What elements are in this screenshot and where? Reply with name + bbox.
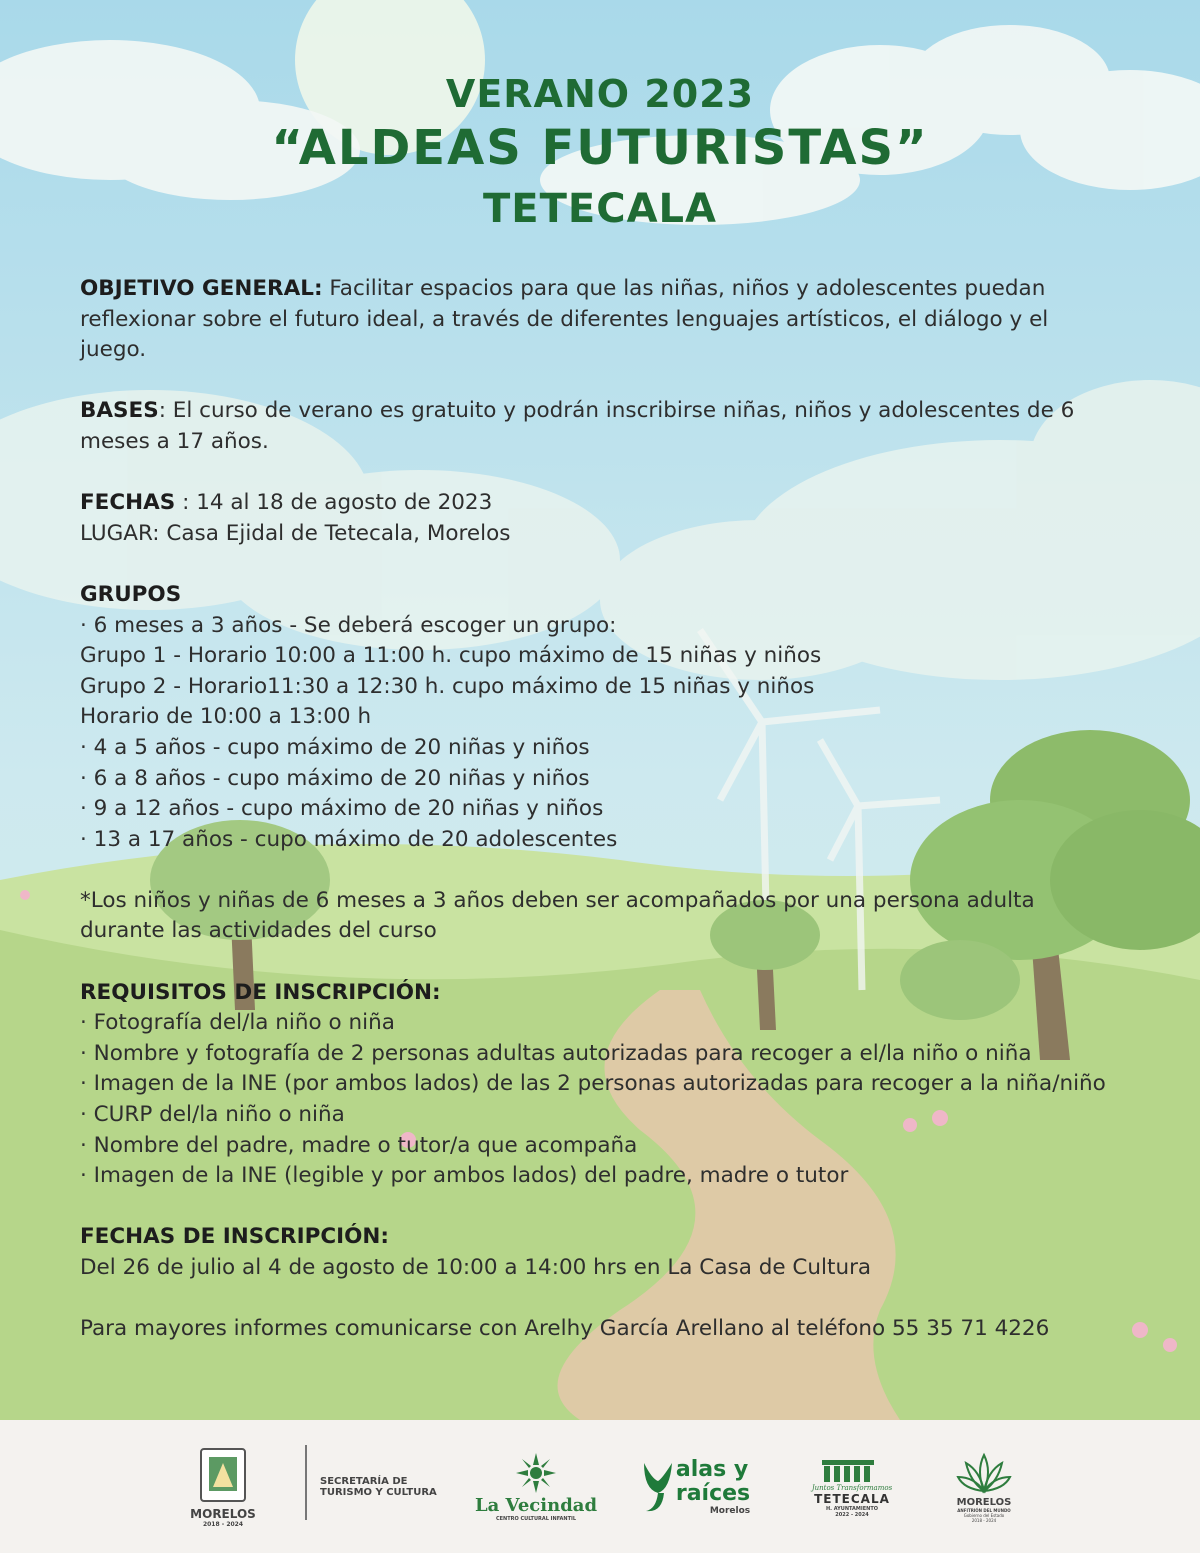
fechas-text: : 14 al 18 de agosto de 2023 xyxy=(175,490,493,516)
alas-sub: Morelos xyxy=(709,1506,751,1516)
flyer-body xyxy=(80,274,1120,1345)
title-year: VERANO 2023 xyxy=(445,72,755,116)
secretaria-line1: SECRETARÍA DE xyxy=(320,1476,408,1487)
grupos-label: GRUPOS xyxy=(80,581,182,607)
tetecala-logo xyxy=(790,1432,914,1542)
morelos-logo-name: MORELOS xyxy=(190,1506,256,1521)
grupos-line: · 13 a 17 años - cupo máximo de 20 adolescentes xyxy=(80,826,618,852)
lotus-icon xyxy=(956,1451,1012,1497)
morelos-anfitrion-logo xyxy=(942,1432,1026,1542)
requisito-item: · Imagen de la INE (legible y por ambos lados) del padre, madre o tutor xyxy=(80,1163,849,1189)
morelos-crest-logo xyxy=(180,1432,266,1542)
bases-text: : El curso de verano es gratuito y podrán inscribirse niñas, niños y adolescentes de 6 meses a 17 años. xyxy=(80,398,1075,454)
grupos-line: Grupo 2 - Horario11:30 a 12:30 h. cupo máximo de 15 niñas y niños xyxy=(80,673,815,699)
objetivo-label: OBJETIVO GENERAL: xyxy=(80,276,323,301)
morelos2-years: 2018 - 2024 xyxy=(971,1518,997,1523)
alas-y-raices-logo xyxy=(630,1432,760,1542)
la-vecindad-logo xyxy=(474,1432,598,1542)
tetecala-sub: H. AYUNTAMIENTO xyxy=(825,1506,879,1512)
title-name: “ALDEAS FUTURISTAS” xyxy=(271,120,929,176)
inscripcion-text: Del 26 de julio al 4 de agosto de 10:00 a 14:00 hrs en La Casa de Cultura xyxy=(80,1255,872,1280)
requisitos-label: REQUISITOS DE INSCRIPCIÓN: xyxy=(80,979,441,1005)
bases-section xyxy=(80,396,1120,457)
building-icon xyxy=(820,1456,884,1484)
inscripcion-label: FECHAS DE INSCRIPCIÓN: xyxy=(80,1224,389,1250)
contacto-text: Para mayores informes comunicarse con Arelhy García Arellano al teléfono 55 35 71 4226 xyxy=(80,1316,1050,1342)
sun-star-icon xyxy=(516,1453,556,1493)
vecindad-sub: CENTRO CULTURAL INFANTIL xyxy=(495,1515,577,1522)
morelos2-name: MORELOS xyxy=(956,1497,1012,1508)
tetecala-name: TETECALA xyxy=(814,1492,890,1506)
crest-icon xyxy=(199,1447,247,1503)
requisito-item: · Nombre del padre, madre o tutor/a que acompaña xyxy=(80,1132,638,1158)
morelos2-sub2: Gobierno del Estado xyxy=(963,1513,1005,1518)
grupos-line: · 6 meses a 3 años - Se deberá escoger un grupo: xyxy=(80,612,617,638)
requisito-item: · CURP del/la niño o niña xyxy=(80,1102,345,1128)
grupos-line: Horario de 10:00 a 13:00 h xyxy=(80,704,372,730)
fechas-section xyxy=(80,488,1120,519)
requisito-item: · Fotografía del/la niño o niña xyxy=(80,1010,395,1036)
objetivo-section xyxy=(80,274,1120,366)
objetivo-text: Facilitar espacios para que las niñas, niños y adolescentes puedan reflexionar sobre el futuro ideal, a través de diferentes lenguajes artísticos, el diálogo y el juego. xyxy=(80,276,1049,363)
grupos-line: · 4 a 5 años - cupo máximo de 20 niñas y niños xyxy=(80,734,590,760)
requisito-item: · Imagen de la INE (por ambos lados) de las 2 personas autorizadas para recoger a la niña/niño xyxy=(80,1071,1106,1097)
tetecala-years: 2022 - 2024 xyxy=(835,1512,869,1518)
secretaria-line2: TURISMO Y CULTURA xyxy=(320,1487,437,1498)
secretaria-logo xyxy=(320,1432,460,1542)
nota-text: *Los niños y niñas de 6 meses a 3 años deben ser acompañados por una persona adulta durante las actividades del curso xyxy=(80,887,1035,944)
footer-divider xyxy=(305,1445,307,1520)
leaf-y-icon xyxy=(640,1459,676,1515)
grupos-line: · 6 a 8 años - cupo máximo de 20 niñas y niños xyxy=(80,765,590,791)
lugar-text: LUGAR: Casa Ejidal de Tetecala, Morelos xyxy=(80,520,511,546)
grupos-line: · 9 a 12 años - cupo máximo de 20 niñas y niños xyxy=(80,796,604,822)
morelos2-sub: ANFITRIÓN DEL MUNDO xyxy=(957,1508,1011,1513)
bases-label: BASES xyxy=(80,398,159,424)
vecindad-name: La Vecindad xyxy=(474,1494,598,1516)
title-location: TETECALA xyxy=(483,186,717,232)
fechas-label: FECHAS xyxy=(80,490,176,516)
requisito-item: · Nombre y fotografía de 2 personas adultas autorizadas para recoger a el/la niño o niña xyxy=(80,1040,1032,1066)
grupos-line: Grupo 1 - Horario 10:00 a 11:00 h. cupo máximo de 15 niñas y niños xyxy=(80,643,822,669)
alas-line2: raíces xyxy=(675,1481,751,1506)
morelos-logo-years: 2018 - 2024 xyxy=(202,1520,244,1528)
tetecala-top: Juntos Transformamos xyxy=(811,1484,893,1492)
alas-line1: alas y xyxy=(675,1457,749,1482)
